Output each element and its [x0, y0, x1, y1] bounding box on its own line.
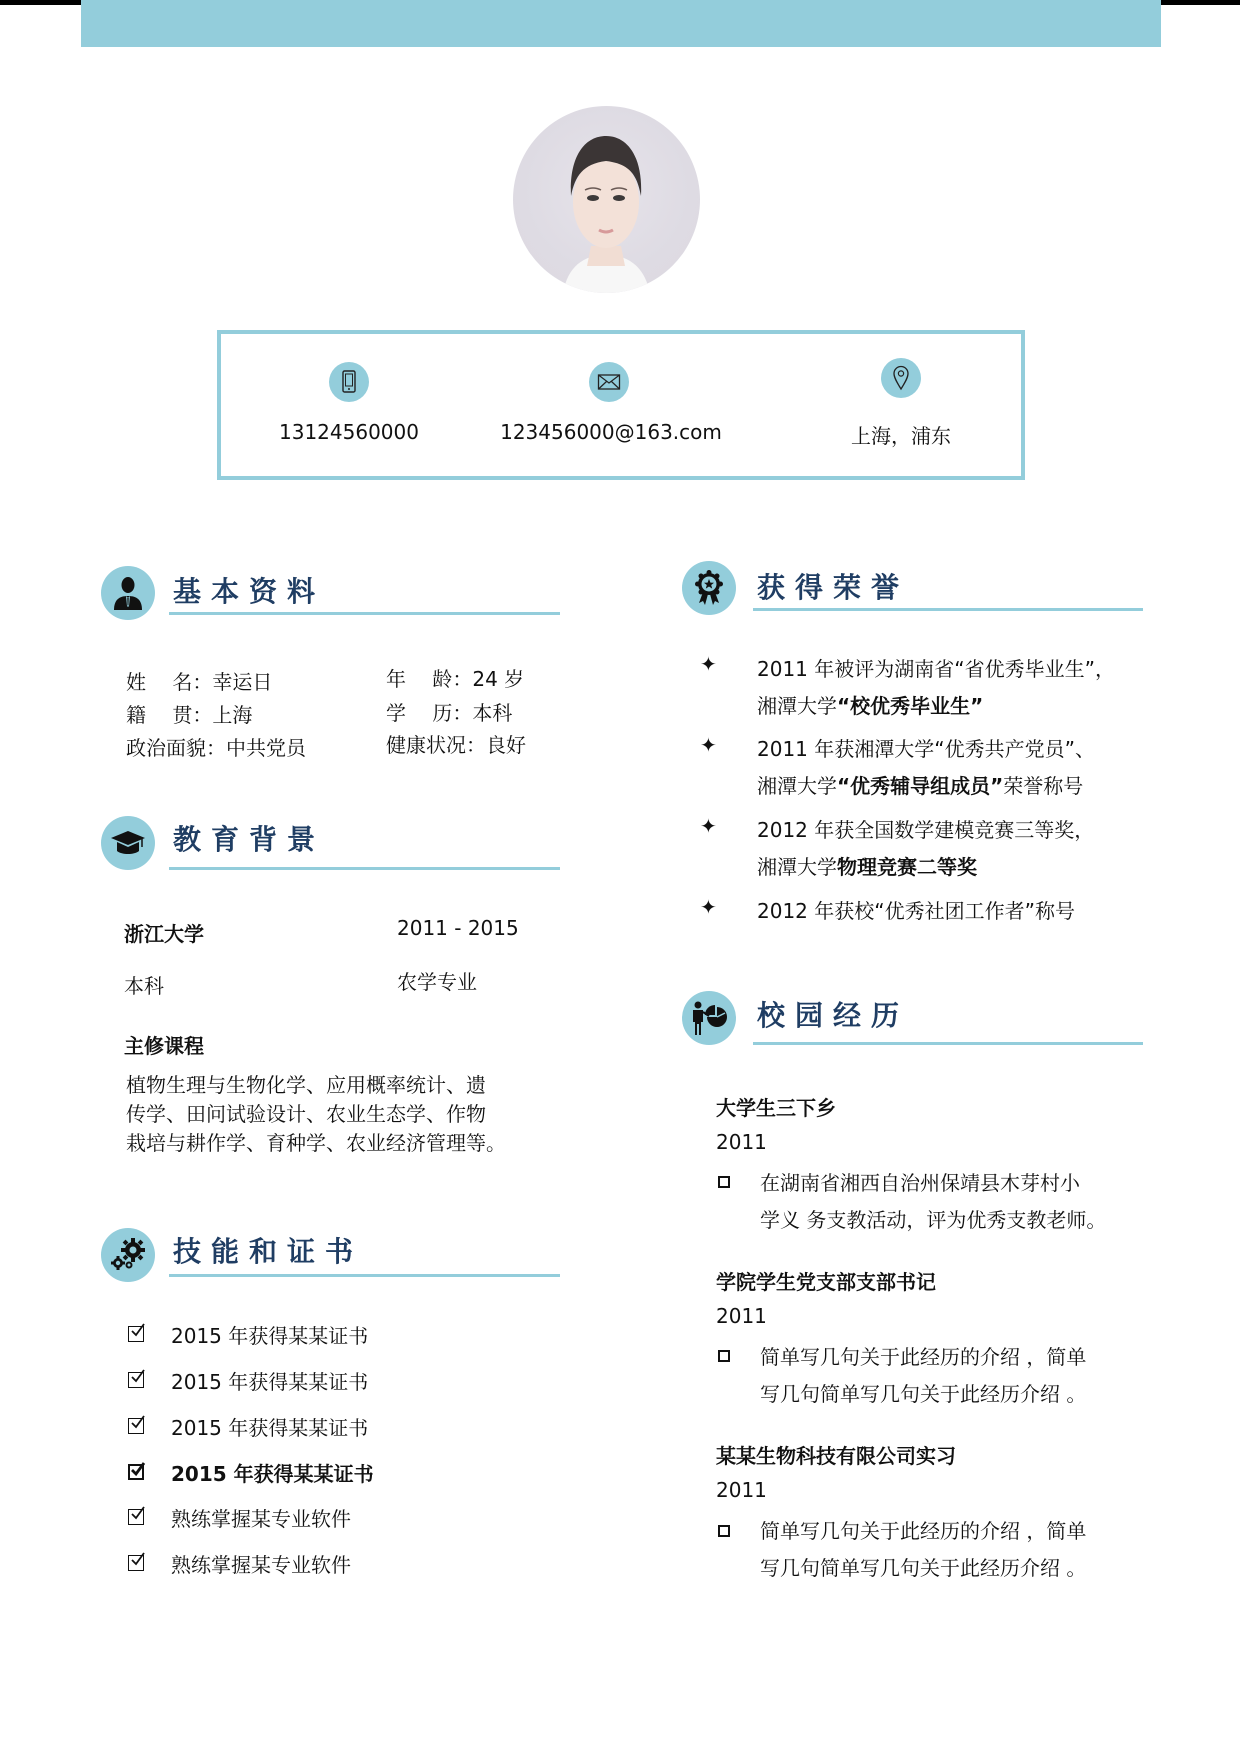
entry-description: 写几句简单写几句关于此经历介绍 。 [760, 1382, 1087, 1406]
star-bullet-icon: ✦ [700, 652, 717, 676]
info-age: 年 龄：24 岁 [386, 667, 525, 691]
contact-box [217, 330, 1025, 480]
section-divider [169, 1274, 560, 1277]
honor-highlight: 物理竞赛二等奖 [837, 855, 977, 879]
square-bullet-icon [718, 1525, 730, 1537]
checkbox-icon [128, 1418, 144, 1434]
checkbox-icon [128, 1464, 144, 1480]
location-text: 上海，浦东 [851, 424, 951, 448]
person-icon [101, 566, 155, 620]
section-title-basic-info: 基本资料 [173, 575, 326, 608]
top-strip-left [0, 0, 81, 5]
skill-item: 2015 年获得某某证书 [171, 1370, 369, 1394]
honor-item-line2 [757, 851, 977, 880]
portrait-image [513, 106, 700, 293]
info-political-status: 政治面貌：中共党员 [126, 736, 306, 760]
honor-item-line2 [757, 690, 983, 719]
info-name: 姓 名：幸运日 [126, 670, 273, 694]
section-divider [169, 612, 560, 615]
info-health: 健康状况：良好 [386, 733, 526, 757]
honor-item: 2011 年被评为湖南省“省优秀毕业生”， [757, 657, 1115, 681]
square-bullet-icon [718, 1176, 730, 1188]
mail-icon [589, 362, 629, 402]
honor-text: 湘潭大学 [757, 694, 837, 718]
gears-icon [101, 1228, 155, 1282]
honor-highlight: “校优秀毕业生” [837, 694, 984, 718]
skill-item: 熟练掌握某专业软件 [171, 1553, 351, 1577]
star-bullet-icon: ✦ [700, 733, 717, 757]
honor-text: 荣誉称号 [1003, 774, 1084, 798]
honor-item: 2012 年获校“优秀社团工作者”称号 [757, 899, 1075, 923]
contact-phone [259, 334, 439, 476]
star-bullet-icon: ✦ [700, 814, 717, 838]
courses-line: 传学、田问试验设计、农业生态学、作物 [126, 1102, 486, 1126]
skill-item: 2015 年获得某某证书 [171, 1324, 369, 1348]
phone-icon [329, 362, 369, 402]
header-banner [81, 0, 1161, 47]
section-title-campus: 校园经历 [757, 999, 910, 1032]
entry-year: 2011 [716, 1478, 767, 1502]
section-divider [753, 608, 1143, 611]
courses-line: 栽培与耕作学、育种学、农业经济管理等。 [126, 1131, 506, 1155]
skill-item: 2015 年获得某某证书 [171, 1462, 374, 1486]
section-divider [753, 1042, 1143, 1045]
degree: 本科 [124, 974, 164, 998]
entry-title: 大学生三下乡 [716, 1096, 836, 1120]
section-title-education: 教育背景 [173, 823, 326, 856]
presenter-chart-icon [682, 991, 736, 1045]
phone-number: 13124560000 [279, 420, 419, 444]
school-name: 浙江大学 [124, 922, 204, 946]
square-bullet-icon [718, 1350, 730, 1362]
entry-year: 2011 [716, 1130, 767, 1154]
location-pin-icon [881, 358, 921, 398]
top-strip-right [1161, 0, 1240, 5]
honor-item: 2012 年获全国数学建模竞赛三等奖， [757, 818, 1095, 842]
entry-description: 在湖南省湘西自治州保靖县木芽村小 [760, 1171, 1080, 1195]
honor-text: 湘潭大学 [757, 774, 837, 798]
skill-item: 熟练掌握某专业软件 [171, 1507, 351, 1531]
section-title-skills: 技能和证书 [173, 1235, 364, 1268]
skill-item: 2015 年获得某某证书 [171, 1416, 369, 1440]
honor-item-line2 [757, 770, 1083, 799]
entry-title: 学院学生党支部支部书记 [716, 1270, 936, 1294]
checkbox-icon [128, 1555, 144, 1571]
major: 农学专业 [397, 970, 477, 994]
section-divider [169, 867, 560, 870]
courses-line: 植物生理与生物化学、应用概率统计、遗 [126, 1073, 486, 1097]
section-title-honors: 获得荣誉 [757, 571, 910, 604]
honor-item: 2011 年获湘潭大学“优秀共产党员”、 [757, 737, 1095, 761]
checkbox-icon [128, 1326, 144, 1342]
award-ribbon-icon [682, 561, 736, 615]
courses-label: 主修课程 [124, 1034, 204, 1058]
contact-location [821, 334, 981, 476]
checkbox-icon [128, 1372, 144, 1388]
honor-text: 湘潭大学 [757, 855, 837, 879]
entry-description: 写几句简单写几句关于此经历介绍 。 [760, 1556, 1087, 1580]
honor-highlight: “优秀辅导组成员” [837, 774, 1004, 798]
checkbox-icon [128, 1509, 144, 1525]
star-bullet-icon: ✦ [700, 895, 717, 919]
info-education-level: 学 历：本科 [386, 701, 513, 725]
contact-email [491, 334, 731, 476]
entry-description: 简单写几句关于此经历的介绍 ，简单 [760, 1519, 1087, 1543]
email-address: 123456000@163.com [500, 420, 722, 444]
entry-description: 学义 务支教活动，评为优秀支教老师。 [760, 1208, 1107, 1232]
info-hometown: 籍 贯：上海 [126, 703, 253, 727]
graduation-cap-icon [101, 816, 155, 870]
education-period: 2011 - 2015 [397, 916, 519, 940]
entry-year: 2011 [716, 1304, 767, 1328]
entry-description: 简单写几句关于此经历的介绍 ，简单 [760, 1345, 1087, 1369]
entry-title: 某某生物科技有限公司实习 [716, 1444, 956, 1468]
avatar [513, 106, 700, 293]
